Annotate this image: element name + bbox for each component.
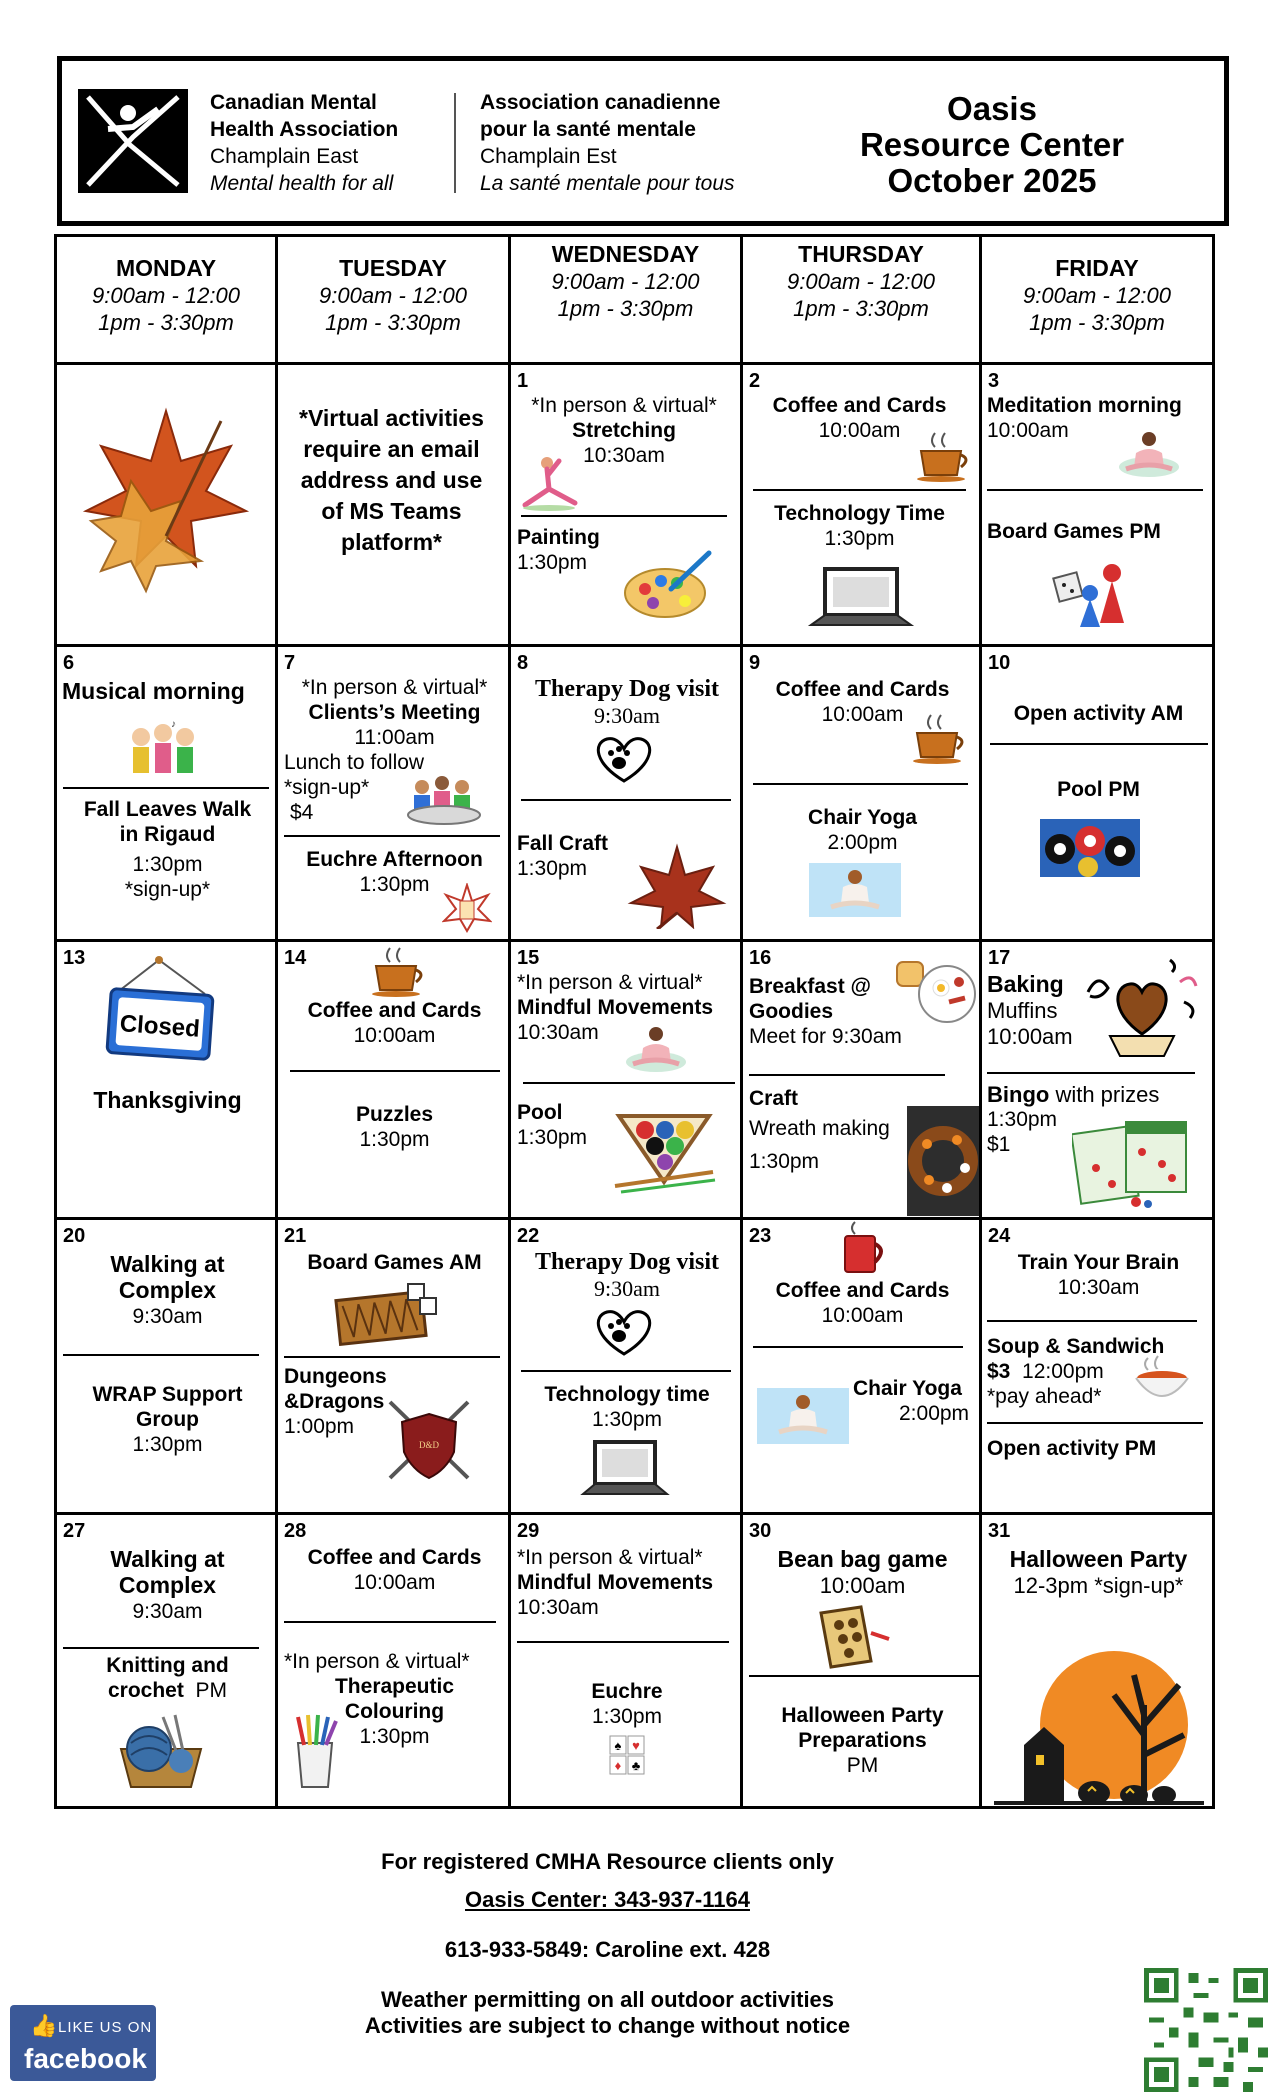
event-time: 1:00pm <box>284 1415 355 1438</box>
event-time: 1:30pm <box>517 1126 588 1149</box>
event-title: Mindful Movements <box>517 996 714 1019</box>
fb-like-text: LIKE US ON <box>58 2019 153 2036</box>
halloween-moon-icon <box>994 1645 1204 1805</box>
event-time: 1:30pm <box>517 551 588 574</box>
day-hours-pm: 1pm - 3:30pm <box>98 310 234 335</box>
event-title: crochet <box>107 1679 184 1702</box>
divider <box>521 515 727 517</box>
divider <box>290 1070 500 1072</box>
knitting-line <box>57 1678 277 1703</box>
qr-code-icon[interactable] <box>1144 1968 1268 2092</box>
event-time: 10:00am <box>987 1024 1073 1049</box>
event-time: 12-3pm *sign-up* <box>1013 1573 1184 1598</box>
day-cell-17 <box>981 941 1214 1219</box>
event-time: 10:00am <box>819 1573 906 1598</box>
day-cell-21 <box>277 1219 510 1514</box>
day-header-monday <box>56 236 277 364</box>
event-time: 1:30pm <box>591 1705 663 1728</box>
event-title: Therapy Dog visit <box>534 1249 719 1275</box>
backgammon-icon <box>334 1282 438 1346</box>
event-time: 10:00am <box>353 1571 436 1594</box>
event-title: Bean bag game <box>777 1546 948 1572</box>
muffin-heart-icon <box>1080 952 1202 1062</box>
divider <box>987 1320 1197 1322</box>
event-title: Colouring <box>344 1700 445 1723</box>
maple-leaves-icon <box>71 391 261 601</box>
divider <box>523 1082 735 1084</box>
day-cell-2 <box>742 364 981 646</box>
day-cell-31 <box>981 1514 1214 1808</box>
title-line: Oasis <box>947 90 1037 127</box>
meditation-icon <box>1116 427 1182 479</box>
day-cell-6 <box>56 646 277 941</box>
playing-cards-burst-icon <box>442 883 492 933</box>
page-title <box>822 91 1162 199</box>
footer-clients-only: For registered CMHA Resource clients only <box>381 1849 834 1874</box>
day-hours-pm: 1pm - 3:30pm <box>1029 310 1165 335</box>
paw-heart-icon <box>589 733 659 785</box>
cmha-logo <box>78 89 188 193</box>
event-time: 12:00pm <box>1022 1360 1104 1383</box>
day-cell-23 <box>742 1219 981 1514</box>
pool-balls-icon <box>1040 819 1140 877</box>
coffee-cup-icon <box>370 946 426 998</box>
event-title: Baking <box>987 971 1064 997</box>
day-number: 29 <box>517 1520 540 1542</box>
event-title: Coffee and Cards <box>775 1279 950 1302</box>
divider <box>284 1356 500 1358</box>
day-cell-24 <box>981 1219 1214 1514</box>
event-title: Craft <box>749 1087 799 1110</box>
day-cell-10 <box>981 646 1214 941</box>
event-title: Knitting and <box>106 1654 229 1677</box>
org-divider <box>454 93 456 193</box>
event-price: $4 <box>290 801 314 824</box>
day-cell-16 <box>742 941 981 1219</box>
laptop-icon <box>579 1438 671 1500</box>
note-line: of MS Teams <box>321 498 462 524</box>
fb-name-text: facebook <box>24 2043 147 2074</box>
divider <box>749 1074 945 1076</box>
event-title: Open activity AM <box>1013 702 1184 725</box>
day-number: 9 <box>749 652 761 674</box>
event-title: Dungeons <box>284 1365 387 1388</box>
day-number: 23 <box>749 1225 772 1247</box>
divider <box>987 1072 1195 1074</box>
divider <box>987 489 1203 491</box>
event-title: Puzzles <box>355 1103 434 1126</box>
day-number: 31 <box>988 1520 1011 1542</box>
soup-bowl-icon <box>1132 1354 1192 1406</box>
paint-palette-icon <box>623 549 713 621</box>
org-en-line: Canadian Mental <box>210 91 377 114</box>
event-title: &Dragons <box>284 1390 385 1413</box>
breakfast-plate-icon <box>893 956 979 1026</box>
event-title: Technology time <box>544 1383 710 1406</box>
event-title: Board Games PM <box>987 520 1161 543</box>
bingo-line <box>987 1082 1159 1107</box>
day-number: 22 <box>517 1225 540 1247</box>
event-title: Euchre <box>591 1680 663 1703</box>
event-title: Coffee and Cards <box>775 678 950 701</box>
day-cell-28 <box>277 1514 510 1808</box>
card-suits-icon <box>609 1735 645 1775</box>
day-number: 2 <box>749 370 761 392</box>
footer-weather-note: Weather permitting on all outdoor activities <box>380 1987 835 2012</box>
day-number: 14 <box>284 947 307 969</box>
red-mug-icon <box>839 1220 887 1276</box>
divider <box>521 799 731 801</box>
chair-yoga-icon <box>757 1388 849 1444</box>
event-title: Technology Time <box>774 502 945 525</box>
event-note: Lunch to follow <box>284 751 425 774</box>
divider <box>753 1346 963 1348</box>
event-mode: *In person & virtual* <box>301 676 488 699</box>
day-cell-9 <box>742 646 981 941</box>
svg-text:♥: ♥ <box>632 1738 640 1753</box>
day-cell-14 <box>277 941 510 1219</box>
event-title: Walking at <box>110 1546 225 1572</box>
day-number: 30 <box>749 1520 772 1542</box>
chair-yoga-icon <box>809 863 901 917</box>
event-time: 10:00am <box>821 703 904 726</box>
day-cell-7 <box>277 646 510 941</box>
org-en-tagline: Mental health for all <box>210 172 394 195</box>
event-title: Mindful Movements <box>517 1571 714 1594</box>
event-time: 2:00pm <box>827 831 898 854</box>
event-mode: *In person & virtual* <box>517 971 703 994</box>
day-header-friday <box>981 236 1214 364</box>
event-time: 9:30am <box>594 1276 660 1301</box>
event-price: $1 <box>987 1133 1011 1156</box>
event-title: Thanksgiving <box>93 1087 242 1113</box>
event-detail: Wreath making <box>749 1117 890 1140</box>
day-cell-empty-monday <box>56 364 277 646</box>
event-time: 10:00am <box>987 419 1069 442</box>
wreath-icon <box>907 1106 979 1216</box>
day-number: 15 <box>517 947 540 969</box>
org-fr-line: Association canadienne <box>480 91 721 114</box>
dungeons-dragons-shield-icon <box>386 1398 472 1482</box>
event-time: 11:00am <box>354 726 435 749</box>
day-header-wednesday <box>510 236 742 364</box>
org-en-line: Champlain East <box>210 145 359 168</box>
note-line: require an email <box>303 436 480 462</box>
divider <box>753 783 968 785</box>
event-title: Fall Craft <box>517 832 609 855</box>
day-hours-am: 9:00am - 12:00 <box>1023 283 1171 308</box>
event-time: 10:00am <box>353 1024 436 1047</box>
divider <box>284 1621 496 1623</box>
singing-people-icon <box>127 719 199 779</box>
event-title: Walking at <box>110 1251 225 1277</box>
day-number: 17 <box>988 947 1011 969</box>
divider <box>521 1370 731 1372</box>
day-number: 1 <box>517 370 529 392</box>
soup-price-line <box>987 1359 1104 1384</box>
day-hours-am: 9:00am - 12:00 <box>319 283 467 308</box>
event-title: Chair Yoga <box>808 806 917 829</box>
event-title: Chair Yoga <box>853 1377 962 1400</box>
pool-rack-icon <box>611 1106 717 1194</box>
event-title: Complex <box>118 1572 217 1598</box>
svg-text:♣: ♣ <box>631 1758 641 1773</box>
event-time: PM <box>195 1679 228 1702</box>
event-title: WRAP Support <box>92 1383 243 1406</box>
day-number: 20 <box>63 1225 86 1247</box>
event-price: $3 <box>987 1360 1011 1383</box>
day-number: 16 <box>749 947 772 969</box>
calendar-grid <box>54 234 1215 1809</box>
svg-text:♪: ♪ <box>171 719 176 730</box>
note-line: *Virtual activities <box>299 405 484 431</box>
bean-bag-board-icon <box>811 1603 891 1669</box>
event-title: Therapeutic <box>334 1675 455 1698</box>
svg-text:♦: ♦ <box>614 1758 622 1773</box>
day-name: TUESDAY <box>339 255 447 281</box>
day-hours-am: 9:00am - 12:00 <box>787 269 935 294</box>
bingo-cards-icon <box>1072 1118 1192 1208</box>
closed-sign-text: Closed <box>118 1010 201 1043</box>
event-time: 9:30am <box>132 1305 203 1328</box>
day-number: 24 <box>988 1225 1011 1247</box>
event-time: 10:30am <box>517 1021 599 1044</box>
stretching-icon <box>519 453 579 513</box>
event-time: 10:30am <box>1057 1276 1140 1299</box>
org-fr-tagline: La santé mentale pour tous <box>480 172 735 195</box>
event-time: 1:30pm <box>591 1408 663 1431</box>
event-title: Fall Leaves Walk <box>83 798 252 821</box>
day-number: 8 <box>517 652 529 674</box>
day-hours-am: 9:00am - 12:00 <box>92 283 240 308</box>
virtual-activities-note <box>278 403 505 558</box>
footer-contact-phone: 613-933-5849: Caroline ext. 428 <box>444 1937 771 1962</box>
coffee-cup-icon <box>911 713 967 765</box>
org-name-english <box>210 89 398 197</box>
day-cell-20 <box>56 1219 277 1514</box>
event-time: Meet for 9:30am <box>749 1025 902 1048</box>
day-cell-27 <box>56 1514 277 1808</box>
event-time: 1:30pm <box>132 1433 203 1456</box>
org-en-line: Health Association <box>210 118 399 141</box>
event-note: *sign-up* <box>124 878 211 901</box>
day-number: 28 <box>284 1520 307 1542</box>
event-title: Breakfast @ <box>749 975 872 998</box>
svg-text:♠: ♠ <box>614 1738 622 1753</box>
event-time: PM <box>846 1754 879 1777</box>
event-title: Group <box>136 1408 199 1431</box>
event-time: 1:30pm <box>359 1725 430 1748</box>
day-number: 21 <box>284 1225 307 1247</box>
event-title: Coffee and Cards <box>772 394 947 417</box>
day-cell-15 <box>510 941 742 1219</box>
event-title: Open activity PM <box>987 1437 1157 1460</box>
day-hours-am: 9:00am - 12:00 <box>551 269 700 294</box>
event-title: Goodies <box>749 1000 834 1023</box>
divider <box>284 835 500 837</box>
board-game-pieces-icon <box>1052 553 1132 631</box>
day-name: FRIDAY <box>1055 255 1139 281</box>
event-time: 1:30pm <box>987 1108 1058 1131</box>
event-title: Preparations <box>798 1729 927 1752</box>
fall-leaf-icon <box>627 841 727 929</box>
event-time: 2:00pm <box>899 1402 970 1425</box>
title-line: Resource Center <box>859 126 1125 163</box>
event-title: Board Games AM <box>307 1251 482 1274</box>
day-hours-pm: 1pm - 3:30pm <box>325 310 461 335</box>
event-note: *sign-up* <box>284 776 370 799</box>
day-cell-29 <box>510 1514 742 1808</box>
divider <box>990 743 1208 745</box>
event-title: Euchre Afternoon <box>306 848 483 871</box>
footer-oasis-phone: Oasis Center: 343-937-1164 <box>465 1887 750 1912</box>
event-time: 1:30pm <box>132 853 203 876</box>
event-note: *pay ahead* <box>987 1385 1102 1408</box>
event-time: 10:00am <box>818 419 901 442</box>
knitting-basket-icon <box>113 1709 209 1793</box>
event-title: Coffee and Cards <box>307 999 482 1022</box>
divider <box>987 1422 1203 1424</box>
divider <box>63 787 269 789</box>
laptop-icon <box>807 565 915 631</box>
note-line: platform* <box>341 529 442 555</box>
coffee-cup-icon <box>915 431 971 483</box>
day-hours-pm: 1pm - 3:30pm <box>793 296 929 321</box>
day-header-tuesday <box>277 236 510 364</box>
day-name: MONDAY <box>115 255 217 281</box>
coloured-pencils-icon <box>290 1713 340 1789</box>
org-fr-line: Champlain Est <box>480 145 617 168</box>
note-line: address and use <box>300 467 483 493</box>
event-detail: Muffins <box>987 998 1058 1023</box>
day-number: 10 <box>988 652 1011 674</box>
event-title: Complex <box>118 1277 217 1303</box>
event-title: Bingo <box>987 1082 1050 1107</box>
day-number: 7 <box>284 652 296 674</box>
day-number: 27 <box>63 1520 86 1542</box>
footer-change-note: Activities are subject to change without notice <box>364 2013 851 2038</box>
day-cell-22 <box>510 1219 742 1514</box>
event-time: 10:30am <box>583 444 665 467</box>
day-name: WEDNESDAY <box>551 241 700 267</box>
event-title: Pool <box>517 1101 563 1124</box>
day-cell-8 <box>510 646 742 941</box>
day-number: 6 <box>63 652 75 674</box>
divider <box>517 1641 729 1643</box>
event-title: Clients’s Meeting <box>308 701 481 724</box>
event-mode: *In person & virtual* <box>284 1650 470 1673</box>
day-header-thursday <box>742 236 981 364</box>
event-title: Therapy Dog visit <box>534 676 719 702</box>
event-title: in Rigaud <box>119 823 216 846</box>
event-time: 1:30pm <box>359 873 430 896</box>
day-cell-1 <box>510 364 742 646</box>
org-fr-line: pour la santé mentale <box>480 118 696 141</box>
event-title: Meditation morning <box>987 394 1182 417</box>
event-time: 1:30pm <box>359 1128 430 1151</box>
event-title: Soup & Sandwich <box>987 1335 1165 1358</box>
divider <box>63 1354 259 1356</box>
closed-sign-icon <box>103 954 217 1064</box>
svg-text:D&D: D&D <box>419 1440 439 1450</box>
meditation-icon <box>623 1022 689 1074</box>
event-title: Halloween Party <box>781 1704 944 1727</box>
meeting-table-icon <box>406 771 482 827</box>
event-title: Pool PM <box>1057 778 1140 801</box>
divider <box>63 1647 259 1649</box>
title-line: October 2025 <box>887 162 1097 199</box>
event-title: Musical morning <box>62 678 245 704</box>
day-cell-13 <box>56 941 277 1219</box>
day-number: 3 <box>988 370 1000 392</box>
day-hours-pm: 1pm - 3:30pm <box>557 296 694 321</box>
event-time: 9:30am <box>594 703 660 728</box>
event-mode: *In person & virtual* <box>531 394 717 417</box>
event-title: Halloween Party <box>1009 1546 1188 1572</box>
day-number: 13 <box>63 947 86 969</box>
divider <box>749 1675 979 1677</box>
thumbs-up-icon: 👍 <box>30 2013 58 2038</box>
paw-heart-icon <box>589 1306 659 1358</box>
event-title: Train Your Brain <box>1017 1251 1180 1274</box>
event-detail: with prizes <box>1049 1082 1160 1107</box>
event-time: 10:00am <box>821 1304 904 1327</box>
day-cell-3 <box>981 364 1214 646</box>
day-name: THURSDAY <box>798 241 924 267</box>
event-mode: *In person & virtual* <box>517 1546 703 1569</box>
facebook-like-badge[interactable] <box>10 2005 156 2081</box>
divider <box>753 489 966 491</box>
org-name-french <box>480 89 735 197</box>
day-cell-virtual-note <box>277 364 510 646</box>
event-time: 10:30am <box>517 1596 599 1619</box>
day-cell-30 <box>742 1514 981 1808</box>
event-title: Coffee and Cards <box>307 1546 482 1569</box>
event-title: Stretching <box>572 419 676 442</box>
event-time: 1:30pm <box>749 1150 820 1173</box>
event-time: 9:30am <box>132 1600 203 1623</box>
event-title: Painting <box>517 526 600 549</box>
event-time: 1:30pm <box>824 527 895 550</box>
event-time: 1:30pm <box>517 857 588 880</box>
calendar-header <box>57 56 1229 226</box>
